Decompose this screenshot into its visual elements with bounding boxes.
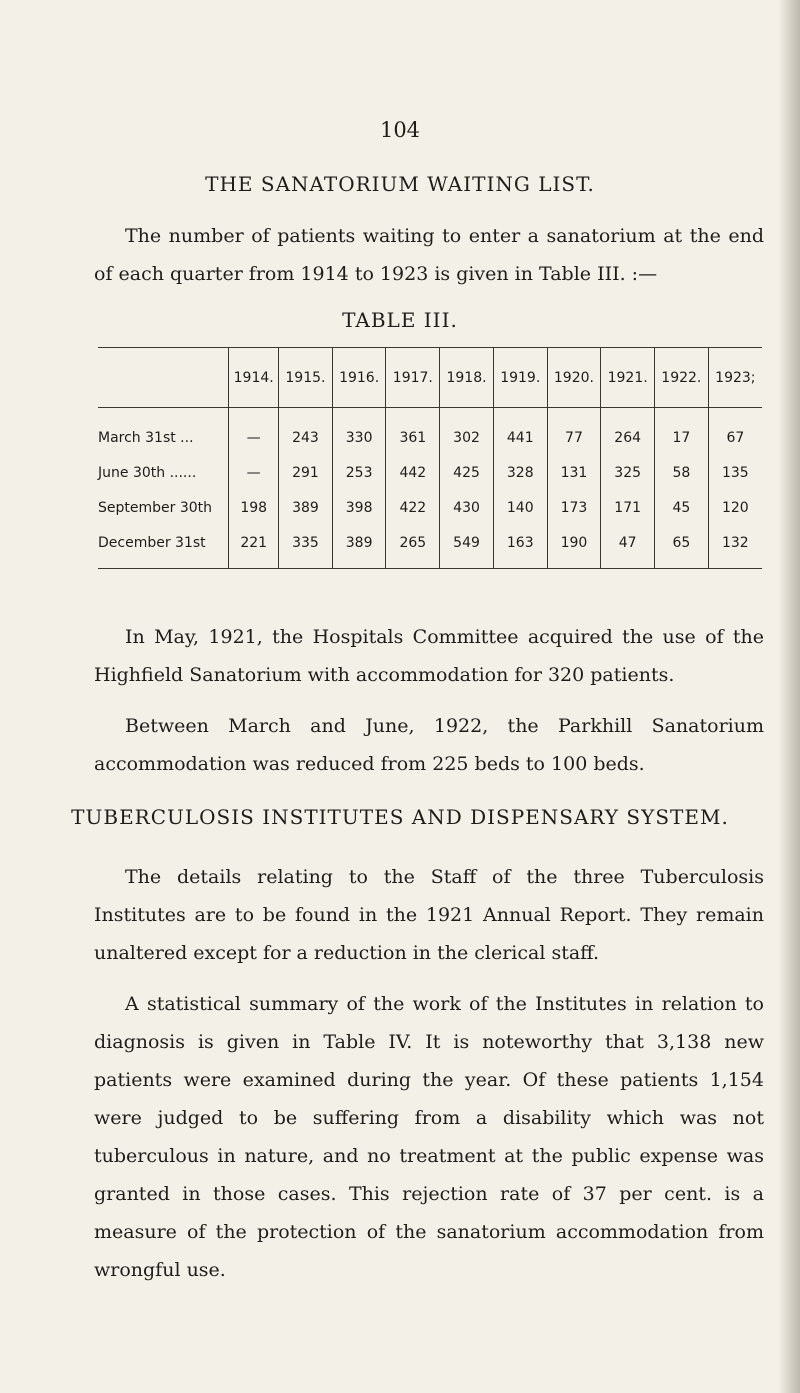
table-cell: 17 <box>655 408 709 456</box>
table-cell: 441 <box>493 408 547 456</box>
parkhill-paragraph: Between March and June, 1922, the Parkhill Sanatorium accommodation was reduced from 225 beds to 100 beds. <box>94 715 764 775</box>
header-cell: 1922. <box>655 348 709 408</box>
table-cell: 549 <box>440 525 494 569</box>
table-cell: 65 <box>655 525 709 569</box>
header-cell: 1921. <box>601 348 655 408</box>
table-cell: 425 <box>440 455 494 490</box>
table-cell: 264 <box>601 408 655 456</box>
section-title: THE SANATORIUM WAITING LIST. <box>205 172 595 196</box>
header-cell: 1923; <box>708 348 762 408</box>
header-cell: 1916. <box>332 348 386 408</box>
table-cell: 140 <box>493 490 547 525</box>
page-number: 104 <box>379 118 421 142</box>
header-cell: 1918. <box>440 348 494 408</box>
table-cell: 325 <box>601 455 655 490</box>
table-cell: 131 <box>547 455 601 490</box>
staff-paragraph: The details relating to the Staff of the three Tuberculosis Institutes are to be found in the 1921 Annual Report. They remain unaltered except for a reduction in the clerical staff. <box>94 866 764 964</box>
header-cell: 1915. <box>279 348 333 408</box>
table-cell: 120 <box>708 490 762 525</box>
table-cell: 132 <box>708 525 762 569</box>
table-cell: 422 <box>386 490 440 525</box>
table-cell: 190 <box>547 525 601 569</box>
table-cell: 291 <box>279 455 333 490</box>
table-cell: 171 <box>601 490 655 525</box>
page-edge-shadow <box>778 0 800 1393</box>
table-cell: 253 <box>332 455 386 490</box>
table-cell: 302 <box>440 408 494 456</box>
intro-paragraph: The number of patients waiting to enter a sanatorium at the end of each quarter from 1914 to 1923 is given in Table III. :— <box>94 225 764 285</box>
table-cell: 173 <box>547 490 601 525</box>
section2-title: TUBERCULOSIS INSTITUTES AND DISPENSARY SYSTEM. <box>71 805 729 829</box>
row-label: December 31st <box>98 525 229 569</box>
row-label: March 31st ... <box>98 429 194 446</box>
table-cell: 361 <box>386 408 440 456</box>
table-title: TABLE III. <box>342 308 458 332</box>
table-cell: 221 <box>229 525 279 569</box>
table-cell: 389 <box>332 525 386 569</box>
table-cell: 163 <box>493 525 547 569</box>
table-cell: 45 <box>655 490 709 525</box>
waiting-list-table <box>98 347 762 569</box>
table-row <box>98 490 762 525</box>
table-cell: 389 <box>279 490 333 525</box>
table-header-row <box>98 348 762 408</box>
header-cell: 1920. <box>547 348 601 408</box>
row-label: June 30th ...... <box>98 464 197 481</box>
table-cell: 398 <box>332 490 386 525</box>
table-cell: 67 <box>708 408 762 456</box>
table-cell: — <box>229 408 279 456</box>
table-cell: — <box>229 455 279 490</box>
table-cell: 328 <box>493 455 547 490</box>
row-label: September 30th <box>98 499 213 516</box>
table-cell: 265 <box>386 525 440 569</box>
table-cell: 58 <box>655 455 709 490</box>
summary-paragraph: A statistical summary of the work of the Institutes in relation to diagnosis is given in Table IV. It is noteworthy that 3,138 new patients were examined during the year. Of these patients 1,154 were judged to be suffering from a disability which was not tuberculous in nature, and no treatment at the public expense was granted in those cases. This rejection rate of 37 per cent. is a measure of the protection of the sanatorium accommodation from wrongful use. <box>94 993 764 1281</box>
header-cell: 1917. <box>386 348 440 408</box>
table-row <box>98 455 762 490</box>
table-cell: 442 <box>386 455 440 490</box>
table-cell: 77 <box>547 408 601 456</box>
table-cell: 430 <box>440 490 494 525</box>
table-row <box>98 525 762 569</box>
table-cell: 47 <box>601 525 655 569</box>
table-cell: 135 <box>708 455 762 490</box>
table-cell: 330 <box>332 408 386 456</box>
highfield-paragraph: In May, 1921, the Hospitals Committee acquired the use of the Highfield Sanatorium with accommodation for 320 patients. <box>94 626 764 686</box>
table-cell: 243 <box>279 408 333 456</box>
header-cell: 1914. <box>229 348 279 408</box>
header-cell <box>98 348 229 408</box>
table-row <box>98 408 762 456</box>
table-cell: 335 <box>279 525 333 569</box>
table-cell: 198 <box>229 490 279 525</box>
header-cell: 1919. <box>493 348 547 408</box>
